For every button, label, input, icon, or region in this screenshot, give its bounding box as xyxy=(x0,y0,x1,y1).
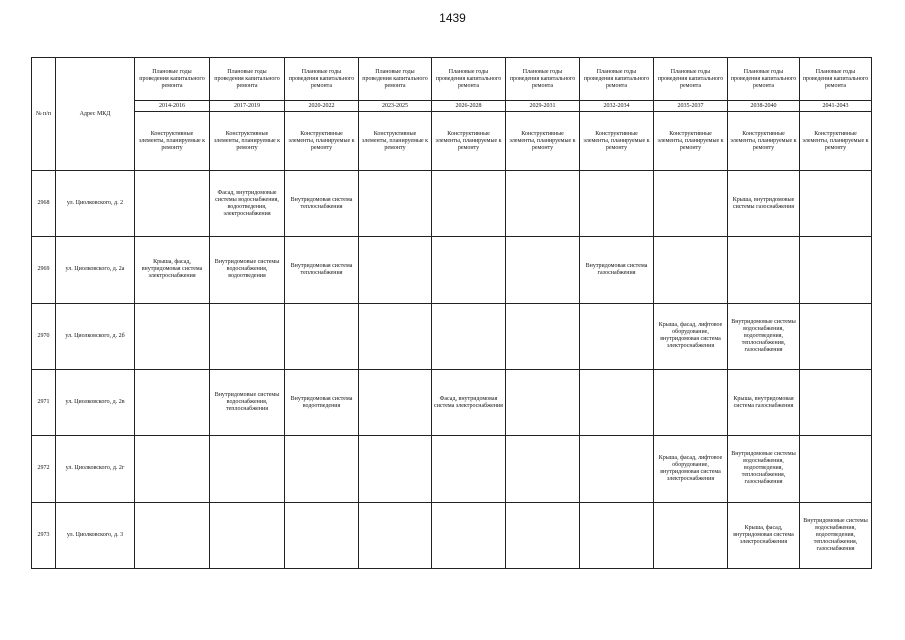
period-years: 2014-2016 xyxy=(135,101,210,112)
repair-cell xyxy=(359,436,432,502)
repair-cell xyxy=(580,436,654,502)
period-years: 2041-2043 xyxy=(800,101,872,112)
repair-cell xyxy=(506,303,580,369)
header-row-titles xyxy=(32,58,872,101)
repair-cell xyxy=(654,502,728,568)
row-number: 2970 xyxy=(32,303,56,369)
repair-cell xyxy=(359,237,432,303)
page-number: 1439 xyxy=(439,11,466,25)
row-address: ул. Циолковского, д. 2б xyxy=(56,303,135,369)
repair-cell: Крыша, фасад, внутридомовая система электроснабжения xyxy=(135,237,210,303)
repair-cell xyxy=(432,436,506,502)
period-years: 2017-2019 xyxy=(210,101,285,112)
table-row xyxy=(32,303,872,369)
period-years: 2035-2037 xyxy=(654,101,728,112)
period-title: Плановые годы проведения капитального ремонта xyxy=(580,58,654,101)
repair-cell xyxy=(432,237,506,303)
elements-header: Конструктивные элементы, планируемые к ремонту xyxy=(135,112,210,171)
period-title: Плановые годы проведения капитального ремонта xyxy=(800,58,872,101)
table-row xyxy=(32,171,872,237)
repair-cell xyxy=(135,502,210,568)
repair-cell xyxy=(800,237,872,303)
capital-repair-table xyxy=(31,57,872,569)
period-years: 2029-2031 xyxy=(506,101,580,112)
repair-cell xyxy=(432,502,506,568)
period-title: Плановые годы проведения капитального ремонта xyxy=(506,58,580,101)
header-row-elements xyxy=(32,112,872,171)
repair-cell xyxy=(432,303,506,369)
repair-cell xyxy=(580,502,654,568)
repair-cell xyxy=(506,369,580,435)
header-row-years xyxy=(32,101,872,112)
repair-cell xyxy=(359,303,432,369)
repair-cell: Фасад, внутридомовая система электроснабжения xyxy=(432,369,506,435)
repair-cell xyxy=(285,502,359,568)
repair-cell xyxy=(285,436,359,502)
elements-header: Конструктивные элементы, планируемые к ремонту xyxy=(654,112,728,171)
repair-cell xyxy=(800,369,872,435)
repair-cell: Внутридомовые системы водоснабжения, водоотведения, теплоснабжения, газоснабжения xyxy=(728,303,800,369)
repair-cell xyxy=(506,171,580,237)
repair-cell xyxy=(654,369,728,435)
repair-cell xyxy=(728,237,800,303)
repair-cell xyxy=(210,502,285,568)
repair-cell: Внутридомовые системы водоснабжения, водоотведения xyxy=(210,237,285,303)
period-title: Плановые годы проведения капитального ремонта xyxy=(285,58,359,101)
elements-header: Конструктивные элементы, планируемые к ремонту xyxy=(359,112,432,171)
repair-cell xyxy=(800,303,872,369)
repair-cell xyxy=(135,171,210,237)
repair-cell: Крыша, фасад, лифтовое оборудование, внутридомовая система электроснабжения xyxy=(654,303,728,369)
elements-header: Конструктивные элементы, планируемые к ремонту xyxy=(800,112,872,171)
repair-cell xyxy=(285,303,359,369)
repair-cell xyxy=(135,436,210,502)
repair-cell: Внутридомовые системы водоснабжения, теплоснабжения xyxy=(210,369,285,435)
repair-cell xyxy=(506,502,580,568)
repair-cell xyxy=(506,237,580,303)
repair-cell: Внутридомовая система водоотведения xyxy=(285,369,359,435)
repair-cell xyxy=(210,303,285,369)
repair-cell xyxy=(580,303,654,369)
table-row xyxy=(32,436,872,502)
row-address: ул. Циолковского, д. 2 xyxy=(56,171,135,237)
repair-cell: Крыша, фасад, внутридомовая система электроснабжения xyxy=(728,502,800,568)
repair-cell: Крыша, внутридомовые системы газоснабжения xyxy=(728,171,800,237)
row-address: ул. Циолковского, д. 2а xyxy=(56,237,135,303)
repair-cell xyxy=(359,369,432,435)
elements-header: Конструктивные элементы, планируемые к ремонту xyxy=(728,112,800,171)
period-years: 2032-2034 xyxy=(580,101,654,112)
row-address: ул. Циолковского, д. 2в xyxy=(56,369,135,435)
repair-cell xyxy=(135,369,210,435)
repair-cell: Внутридомовые системы водоснабжения, водоотведения, теплоснабжения, газоснабжения xyxy=(728,436,800,502)
repair-cell xyxy=(359,502,432,568)
table-row xyxy=(32,369,872,435)
row-number: 2971 xyxy=(32,369,56,435)
row-number: 2968 xyxy=(32,171,56,237)
repair-cell xyxy=(800,436,872,502)
period-years: 2038-2040 xyxy=(728,101,800,112)
period-years: 2026-2028 xyxy=(432,101,506,112)
table-row xyxy=(32,237,872,303)
period-title: Плановые годы проведения капитального ремонта xyxy=(432,58,506,101)
period-title: Плановые годы проведения капитального ремонта xyxy=(728,58,800,101)
repair-cell xyxy=(210,436,285,502)
row-address: ул. Циолковского, д. 2г xyxy=(56,436,135,502)
elements-header: Конструктивные элементы, планируемые к ремонту xyxy=(285,112,359,171)
repair-cell xyxy=(432,171,506,237)
repair-cell xyxy=(654,171,728,237)
repair-cell: Внутридомовая система газоснабжения xyxy=(580,237,654,303)
elements-header: Конструктивные элементы, планируемые к ремонту xyxy=(506,112,580,171)
period-title: Плановые годы проведения капитального ремонта xyxy=(135,58,210,101)
repair-cell xyxy=(654,237,728,303)
period-title: Плановые годы проведения капитального ремонта xyxy=(210,58,285,101)
address-header: Адрес МКД xyxy=(56,58,135,171)
repair-cell: Внутридомовая система теплоснабжения xyxy=(285,171,359,237)
elements-header: Конструктивные элементы, планируемые к ремонту xyxy=(210,112,285,171)
num-header: № п/п xyxy=(32,58,56,171)
repair-cell xyxy=(506,436,580,502)
row-number: 2972 xyxy=(32,436,56,502)
repair-cell: Крыша, внутридомовая система газоснабжения xyxy=(728,369,800,435)
repair-cell: Крыша, фасад, лифтовое оборудование, внутридомовая система электроснабжения xyxy=(654,436,728,502)
table-row xyxy=(32,502,872,568)
period-years: 2020-2022 xyxy=(285,101,359,112)
repair-cell: Фасад, внутридомовые системы водоснабжения, водоотведения, электроснабжения xyxy=(210,171,285,237)
repair-cell: Внутридомовая система теплоснабжения xyxy=(285,237,359,303)
repair-cell: Внутридомовые системы водоснабжения, водоотведения, теплоснабжения, газоснабжения xyxy=(800,502,872,568)
period-years: 2023-2025 xyxy=(359,101,432,112)
repair-cell xyxy=(800,171,872,237)
repair-cell xyxy=(135,303,210,369)
row-number: 2969 xyxy=(32,237,56,303)
repair-cell xyxy=(580,171,654,237)
row-number: 2973 xyxy=(32,502,56,568)
period-title: Плановые годы проведения капитального ремонта xyxy=(654,58,728,101)
repair-cell xyxy=(359,171,432,237)
period-title: Плановые годы проведения капитального ремонта xyxy=(359,58,432,101)
row-address: ул. Циолковского, д. 3 xyxy=(56,502,135,568)
repair-cell xyxy=(580,369,654,435)
elements-header: Конструктивные элементы, планируемые к ремонту xyxy=(432,112,506,171)
elements-header: Конструктивные элементы, планируемые к ремонту xyxy=(580,112,654,171)
